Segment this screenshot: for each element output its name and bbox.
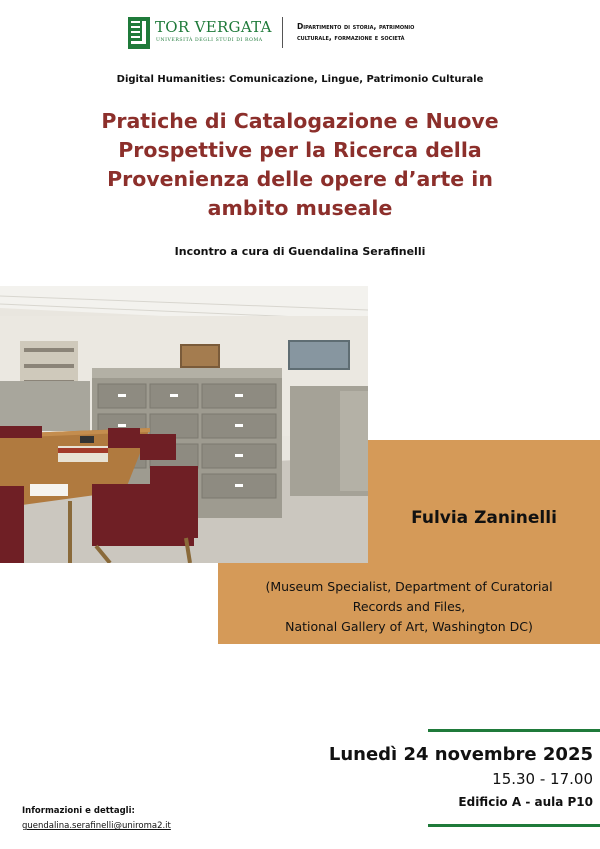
event-venue: Edificio A - aula P10 bbox=[458, 795, 593, 809]
curator-line: Incontro a cura di Guendalina Serafinelli bbox=[174, 245, 426, 258]
university-subtitle: UNIVERSITÀ DEGLI STUDI DI ROMA bbox=[156, 38, 263, 43]
header-divider bbox=[282, 17, 283, 48]
department-line: culturale, formazione e società bbox=[297, 33, 405, 42]
event-title-line: Prospettive per la Ricerca della bbox=[118, 138, 482, 162]
event-title bbox=[60, 107, 540, 223]
event-time: 15.30 - 17.00 bbox=[492, 770, 593, 788]
archive-room-photo bbox=[0, 286, 368, 563]
tor-vergata-logo-icon bbox=[128, 17, 150, 49]
event-title-line: Provenienza delle opere d’arte in bbox=[107, 167, 493, 191]
event-title-line: ambito museale bbox=[207, 196, 393, 220]
contact-label: Informazioni e dettagli: bbox=[22, 806, 135, 816]
speaker-name: Fulvia Zaninelli bbox=[411, 508, 557, 528]
contact-email-link[interactable]: guendalina.serafinelli@uniroma2.it bbox=[22, 821, 171, 831]
event-title-line: Pratiche di Catalogazione e Nuove bbox=[101, 109, 499, 133]
department-line: Dipartimento di storia, patrimonio bbox=[297, 22, 415, 31]
divider-rule bbox=[428, 729, 600, 732]
speaker-role bbox=[218, 577, 600, 637]
department-name bbox=[297, 21, 497, 43]
series-title: Digital Humanities: Comunicazione, Lingue, Patrimonio Culturale bbox=[116, 74, 484, 85]
archive-room-illustration bbox=[0, 286, 368, 563]
speaker-role-line: National Gallery of Art, Washington DC) bbox=[285, 619, 533, 634]
university-name: TOR VERGATA bbox=[155, 18, 272, 36]
speaker-role-line: (Museum Specialist, Department of Curatorial bbox=[265, 579, 553, 594]
speaker-role-line: Records and Files, bbox=[352, 599, 466, 614]
university-logo bbox=[128, 17, 278, 51]
divider-rule bbox=[428, 824, 600, 827]
event-date: Lunedì 24 novembre 2025 bbox=[328, 744, 593, 765]
